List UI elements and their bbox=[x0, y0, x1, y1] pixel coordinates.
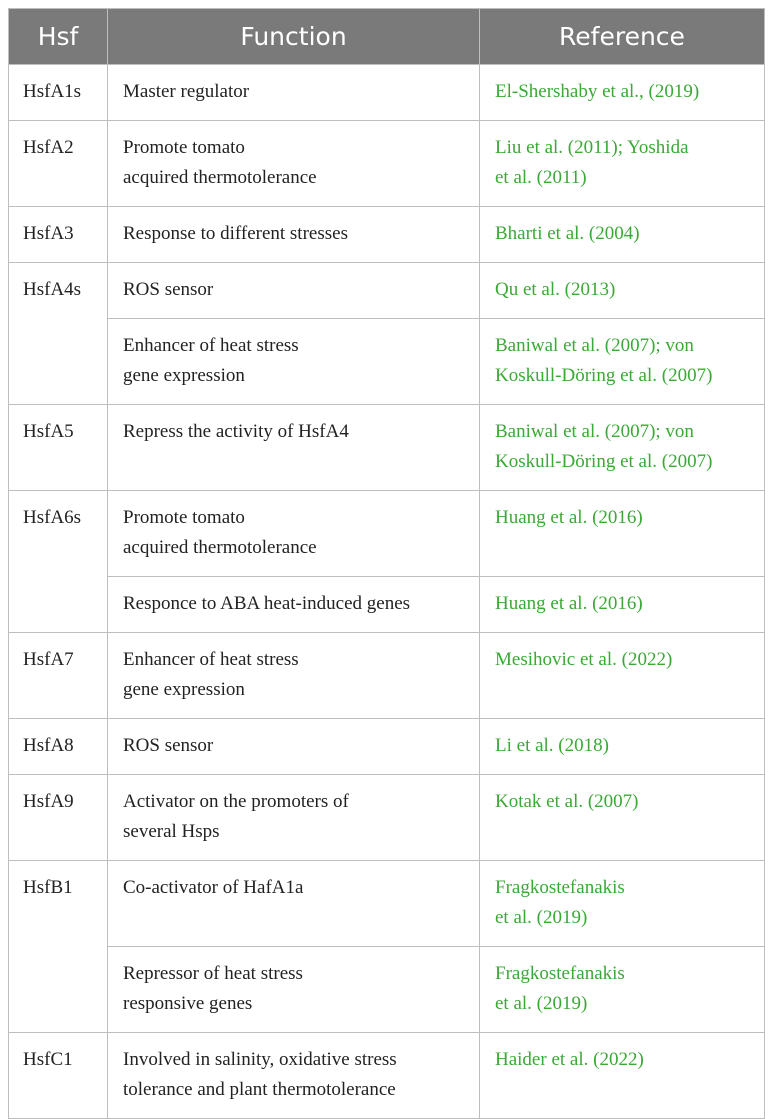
function-cell bbox=[108, 491, 480, 577]
reference-link[interactable]: Huang et al. (2016) bbox=[495, 507, 643, 528]
function-cell bbox=[108, 405, 480, 491]
function-cell bbox=[108, 861, 480, 947]
table-row bbox=[9, 491, 765, 577]
table-row bbox=[9, 207, 765, 263]
function-line: Repress the activity of HsfA4 bbox=[123, 421, 349, 442]
function-line: Response to different stresses bbox=[123, 223, 348, 244]
reference-cell bbox=[480, 1033, 765, 1119]
function-line: tolerance and plant thermotolerance bbox=[123, 1079, 396, 1100]
table-row bbox=[9, 65, 765, 121]
header-reference: Reference bbox=[480, 9, 765, 65]
function-line: acquired thermotolerance bbox=[123, 167, 317, 188]
table-row bbox=[9, 263, 765, 319]
hsf-cell: HsfA1s bbox=[9, 65, 108, 121]
function-cell bbox=[108, 65, 480, 121]
reference-link[interactable]: Baniwal et al. (2007); von bbox=[495, 335, 694, 356]
function-cell bbox=[108, 263, 480, 319]
function-cell bbox=[108, 633, 480, 719]
function-cell bbox=[108, 319, 480, 405]
function-cell bbox=[108, 121, 480, 207]
hsf-cell: HsfA2 bbox=[9, 121, 108, 207]
hsf-function-table bbox=[8, 8, 765, 1119]
reference-link[interactable]: Kotak et al. (2007) bbox=[495, 791, 639, 812]
reference-cell bbox=[480, 861, 765, 947]
function-line: Enhancer of heat stress bbox=[123, 649, 299, 670]
function-line: Enhancer of heat stress bbox=[123, 335, 299, 356]
reference-cell bbox=[480, 491, 765, 577]
reference-link[interactable]: et al. (2011) bbox=[495, 167, 587, 188]
reference-cell bbox=[480, 633, 765, 719]
hsf-cell: HsfA8 bbox=[9, 719, 108, 775]
reference-link[interactable]: Liu et al. (2011); Yoshida bbox=[495, 137, 689, 158]
function-line: Co-activator of HafA1a bbox=[123, 877, 304, 898]
hsf-cell: HsfA6s bbox=[9, 491, 108, 633]
function-line: acquired thermotolerance bbox=[123, 537, 317, 558]
reference-link[interactable]: et al. (2019) bbox=[495, 993, 588, 1014]
function-line: gene expression bbox=[123, 679, 245, 700]
function-line: Promote tomato bbox=[123, 507, 245, 528]
table-row bbox=[9, 719, 765, 775]
table-row bbox=[9, 121, 765, 207]
table-row bbox=[9, 633, 765, 719]
reference-cell bbox=[480, 263, 765, 319]
function-line: Involved in salinity, oxidative stress bbox=[123, 1049, 397, 1070]
reference-link[interactable]: Fragkostefanakis bbox=[495, 877, 625, 898]
reference-cell bbox=[480, 319, 765, 405]
header-hsf: Hsf bbox=[9, 9, 108, 65]
function-line: several Hsps bbox=[123, 821, 220, 842]
table-row bbox=[9, 775, 765, 861]
reference-link[interactable]: Baniwal et al. (2007); von bbox=[495, 421, 694, 442]
table-row bbox=[9, 861, 765, 947]
reference-cell bbox=[480, 577, 765, 633]
reference-link[interactable]: et al. (2019) bbox=[495, 907, 588, 928]
reference-link[interactable]: El-Shershaby et al., (2019) bbox=[495, 81, 700, 102]
function-cell bbox=[108, 775, 480, 861]
function-line: Responce to ABA heat-induced genes bbox=[123, 593, 411, 614]
function-cell bbox=[108, 577, 480, 633]
function-line: Master regulator bbox=[123, 81, 250, 102]
function-line: responsive genes bbox=[123, 993, 253, 1014]
reference-link[interactable]: Li et al. (2018) bbox=[495, 735, 609, 756]
reference-cell bbox=[480, 65, 765, 121]
hsf-cell: HsfC1 bbox=[9, 1033, 108, 1119]
function-line: gene expression bbox=[123, 365, 245, 386]
hsf-cell: HsfA7 bbox=[9, 633, 108, 719]
hsf-cell: HsfA9 bbox=[9, 775, 108, 861]
reference-link[interactable]: Koskull-Döring et al. (2007) bbox=[495, 365, 713, 386]
function-cell bbox=[108, 947, 480, 1033]
reference-cell bbox=[480, 207, 765, 263]
function-line: Promote tomato bbox=[123, 137, 245, 158]
reference-link[interactable]: Bharti et al. (2004) bbox=[495, 223, 640, 244]
function-cell bbox=[108, 207, 480, 263]
table-row bbox=[9, 947, 765, 1033]
hsf-cell: HsfA5 bbox=[9, 405, 108, 491]
function-cell bbox=[108, 719, 480, 775]
table-body bbox=[9, 65, 765, 1119]
reference-cell bbox=[480, 719, 765, 775]
table-header bbox=[9, 9, 765, 65]
reference-link[interactable]: Qu et al. (2013) bbox=[495, 279, 616, 300]
function-line: ROS sensor bbox=[123, 735, 214, 756]
reference-cell bbox=[480, 405, 765, 491]
reference-link[interactable]: Fragkostefanakis bbox=[495, 963, 625, 984]
reference-cell bbox=[480, 121, 765, 207]
hsf-cell: HsfB1 bbox=[9, 861, 108, 1033]
function-line: Activator on the promoters of bbox=[123, 791, 349, 812]
function-cell bbox=[108, 1033, 480, 1119]
reference-link[interactable]: Koskull-Döring et al. (2007) bbox=[495, 451, 713, 472]
table-row bbox=[9, 1033, 765, 1119]
reference-link[interactable]: Huang et al. (2016) bbox=[495, 593, 643, 614]
hsf-cell: HsfA3 bbox=[9, 207, 108, 263]
header-row bbox=[9, 9, 765, 65]
reference-link[interactable]: Haider et al. (2022) bbox=[495, 1049, 644, 1070]
function-line: ROS sensor bbox=[123, 279, 214, 300]
reference-cell bbox=[480, 775, 765, 861]
reference-link[interactable]: Mesihovic et al. (2022) bbox=[495, 649, 673, 670]
function-line: Repressor of heat stress bbox=[123, 963, 303, 984]
table-row bbox=[9, 319, 765, 405]
hsf-cell: HsfA4s bbox=[9, 263, 108, 405]
table-row bbox=[9, 405, 765, 491]
reference-cell bbox=[480, 947, 765, 1033]
header-function: Function bbox=[108, 9, 480, 65]
table-row bbox=[9, 577, 765, 633]
